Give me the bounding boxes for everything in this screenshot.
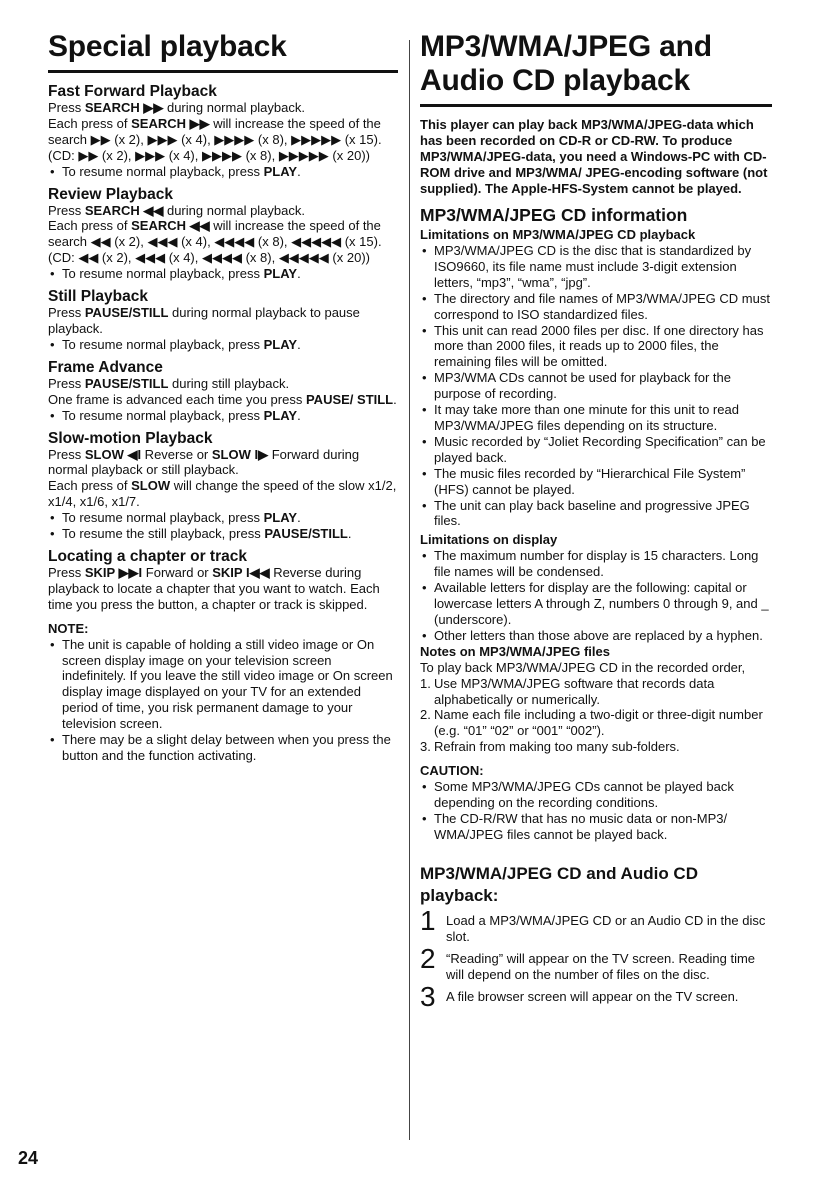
intro-text: This player can play back MP3/WMA/JPEG-data which has been recorded on CD-R or CD-RW. To produce MP3/WMA/JPEG-data, you need a Windows-PC with CD-ROM drive and MP3/WMA/ JPEG-encoding software (not supplied). The Apple-HFS-System cannot be played.	[420, 117, 768, 196]
bullet-list	[420, 243, 772, 529]
step-number: 1	[420, 904, 436, 936]
list-item: • The directory and file names of MP3/WMA/JPEG CD must correspond to ISO standardized files.	[420, 291, 772, 323]
locating-section	[48, 548, 398, 613]
paragraph: Press PAUSE/STILL during still playback.	[48, 375, 290, 391]
paragraph: To play back MP3/WMA/JPEG CD in the recorded order,	[420, 659, 746, 675]
bullet-list	[48, 164, 398, 180]
paragraph: Each press of SEARCH ▶▶ will increase the speed of the search ▶▶ (x 2), ▶▶▶ (x 4), ▶▶▶▶ (x 8), ▶▶▶▶▶ (x 15). (CD: ▶▶ (x 2), ▶▶▶ (x 4), ▶▶▶▶ (x 8), ▶▶▶▶▶ (x 20))	[48, 115, 382, 163]
numbered-list	[420, 676, 772, 756]
list-item: • This unit can read 2000 files per disc. If one directory has more than 2000 files, it reads up to 2000 files, the remaining files will be omitted.	[420, 323, 772, 371]
left-column	[48, 30, 398, 764]
list-item: • To resume normal playback, press PLAY.	[48, 408, 398, 424]
paragraph: One frame is advanced each time you press PAUSE/ STILL.	[48, 391, 397, 407]
limitations-playback-section	[420, 227, 772, 529]
paragraph: Press SEARCH ▶▶ during normal playback.	[48, 100, 305, 115]
section-heading: Slow-motion Playback	[48, 429, 213, 447]
column-divider	[409, 40, 410, 1140]
section-heading: Frame Advance	[48, 358, 163, 376]
review-section	[48, 186, 398, 283]
slow-motion-section	[48, 430, 398, 542]
list-item: • The maximum number for display is 15 characters. Long file names will be condensed.	[420, 548, 772, 580]
step-item: 2 “Reading” will appear on the TV screen. Reading time will depend on the number of files on the disc.	[420, 942, 756, 982]
note-section	[48, 621, 398, 764]
bullet-list	[48, 266, 398, 282]
subsection-heading: Notes on MP3/WMA/JPEG files	[420, 643, 610, 659]
paragraph: Each press of SLOW will change the speed of the slow x1/2, x1/4, x1/6, x1/7.	[48, 478, 397, 510]
list-item: • The CD-R/RW that has no music data or non-MP3/ WMA/JPEG files cannot be played back.	[420, 811, 772, 843]
steps-list	[420, 904, 772, 1012]
bullet-list	[48, 408, 398, 424]
list-item: 1. Use MP3/WMA/JPEG software that records data alphabetically or numerically.	[420, 675, 715, 707]
list-item: • To resume normal playback, press PLAY.	[48, 164, 398, 180]
section-heading: Fast Forward Playback	[48, 83, 217, 100]
list-item: • Some MP3/WMA/JPEG CDs cannot be played back depending on the recording conditions.	[420, 779, 772, 811]
section-heading: Locating a chapter or track	[48, 547, 247, 565]
bullet-list	[48, 337, 398, 353]
paragraph: Press PAUSE/STILL during normal playback to pause playback.	[48, 305, 360, 336]
note-heading: NOTE:	[48, 620, 89, 636]
list-item: • Available letters for display are the following: capital or lowercase letters A through Z, numbers 0 through 9, and _ (underscore).	[420, 580, 772, 628]
playback-heading: MP3/WMA/JPEG CD and Audio CD playback:	[420, 863, 698, 905]
list-item: • The unit can play back baseline and progressive JPEG files.	[420, 498, 772, 530]
list-item: • Other letters than those above are replaced by a hyphen.	[420, 628, 772, 644]
page-number: 24	[18, 1148, 39, 1168]
section-heading: Review Playback	[48, 185, 173, 203]
list-item: • MP3/WMA/JPEG CD is the disc that is standardized by ISO9660, its file name must include 3-digit extension letters, “mp3”, “wma”, “jpg”.	[420, 243, 772, 291]
fast-forward-section	[48, 83, 398, 180]
list-item: • To resume the still playback, press PAUSE/STILL.	[48, 526, 398, 542]
caution-heading: CAUTION:	[420, 763, 484, 779]
paragraph: Each press of SEARCH ◀◀ will increase the speed of the search ◀◀ (x 2), ◀◀◀ (x 4), ◀◀◀◀ (x 8), ◀◀◀◀◀ (x 15). (CD: ◀◀ (x 2), ◀◀◀ (x 4), ◀◀◀◀ (x 8), ◀◀◀◀◀ (x 20))	[48, 218, 382, 266]
list-item: 2. Name each file including a two-digit or three-digit number (e.g. “01” “02” or “001” “002”).	[420, 707, 763, 739]
caution-section	[420, 763, 772, 843]
list-item: • The unit is capable of holding a still video image or On screen display image on your television screen indefinitely. If you leave the still video image or On screen display image displayed on your TV for an extended period of time, you risk permanent damage to your television screen.	[48, 637, 398, 732]
list-item: • To resume normal playback, press PLAY.	[48, 510, 398, 526]
step-item: 3 A file browser screen will appear on the TV screen.	[420, 980, 739, 1012]
list-item: • To resume normal playback, press PLAY.	[48, 337, 398, 353]
page-title: MP3/WMA/JPEG and Audio CD playback	[420, 30, 712, 97]
paragraph: Press SKIP ▶▶I Forward or SKIP I◀◀ Reverse during playback to locate a chapter that you want to watch. Each time you press the button, a chapter or track is skipped.	[48, 564, 380, 612]
list-item: 3. Refrain from making too many sub-folders.	[420, 739, 680, 755]
step-number: 2	[420, 942, 436, 974]
notes-files-section	[420, 644, 772, 755]
bullet-list	[420, 779, 772, 843]
list-item: • The music files recorded by “Hierarchical File System” (HFS) cannot be played.	[420, 466, 772, 498]
subsection-heading: Limitations on MP3/WMA/JPEG CD playback	[420, 227, 696, 242]
list-item: • There may be a slight delay between when you press the button and the function activating.	[48, 732, 398, 764]
page-title: Special playback	[48, 30, 287, 63]
title-rule	[420, 104, 772, 107]
step-number: 3	[420, 980, 436, 1012]
section-heading: Still Playback	[48, 288, 148, 306]
section-heading: MP3/WMA/JPEG CD information	[420, 205, 688, 225]
subsection-heading: Limitations on display	[420, 532, 558, 548]
bullet-list	[48, 510, 398, 542]
step-item: 1 Load a MP3/WMA/JPEG CD or an Audio CD in the disc slot.	[420, 904, 766, 944]
bullet-list	[48, 637, 398, 764]
title-rule	[48, 70, 398, 73]
paragraph: Press SLOW ◀I Reverse or SLOW I▶ Forward during normal playback or still playback.	[48, 446, 360, 478]
paragraph: Press SEARCH ◀◀ during normal playback.	[48, 202, 305, 218]
still-section	[48, 288, 398, 353]
right-column	[420, 30, 772, 1011]
list-item: • Music recorded by “Joliet Recording Specification” can be played back.	[420, 434, 772, 466]
bullet-list	[420, 548, 772, 643]
list-item: • It may take more than one minute for this unit to read MP3/WMA/JPEG files depending on its structure.	[420, 402, 772, 434]
list-item: • To resume normal playback, press PLAY.	[48, 266, 398, 282]
limitations-display-section	[420, 532, 772, 643]
list-item: • MP3/WMA CDs cannot be used for playback for the purpose of recording.	[420, 370, 772, 402]
frame-advance-section	[48, 359, 398, 424]
